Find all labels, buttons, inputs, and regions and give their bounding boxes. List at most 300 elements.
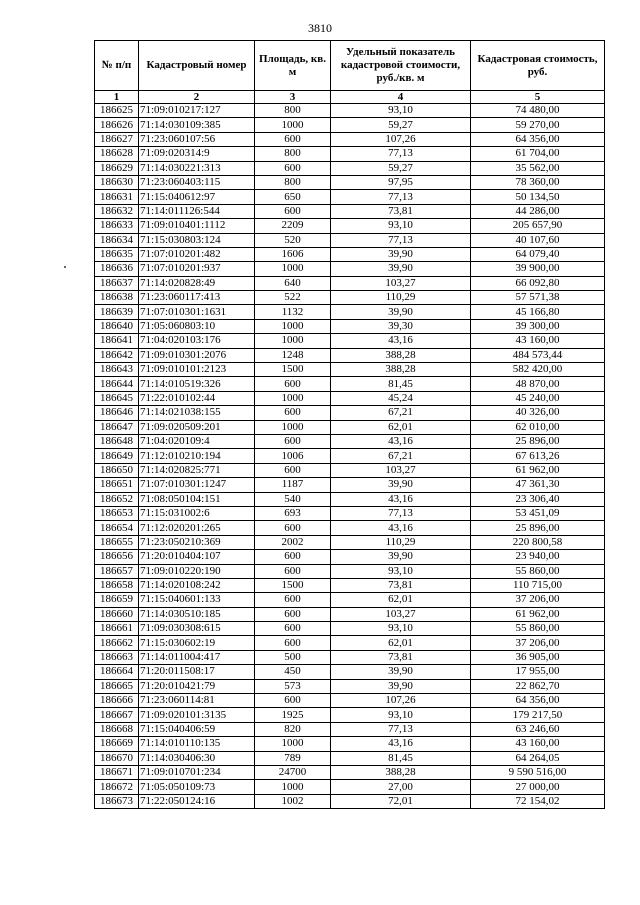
area-cell: 500 bbox=[255, 650, 331, 664]
value-cell: 37 206,00 bbox=[471, 636, 605, 650]
cadastral-number-cell: 71:15:040406:59 bbox=[139, 722, 255, 736]
cadastral-number-cell: 71:09:010101:2123 bbox=[139, 363, 255, 377]
cadastral-number-cell: 71:07:010201:482 bbox=[139, 247, 255, 261]
row-number-cell: 186658 bbox=[95, 578, 139, 592]
table-row bbox=[95, 247, 605, 261]
area-cell: 1002 bbox=[255, 794, 331, 808]
table-row bbox=[95, 521, 605, 535]
area-cell: 1000 bbox=[255, 420, 331, 434]
cadastral-number-cell: 71:23:060403:115 bbox=[139, 175, 255, 189]
row-number-cell: 186628 bbox=[95, 147, 139, 161]
area-cell: 1925 bbox=[255, 708, 331, 722]
header-cell: Кадастровый номер bbox=[139, 41, 255, 91]
value-cell: 62 010,00 bbox=[471, 420, 605, 434]
table-row bbox=[95, 463, 605, 477]
rate-cell: 93,10 bbox=[331, 104, 471, 118]
row-number-cell: 186661 bbox=[95, 622, 139, 636]
row-number-cell: 186654 bbox=[95, 521, 139, 535]
rate-cell: 77,13 bbox=[331, 722, 471, 736]
area-cell: 600 bbox=[255, 204, 331, 218]
table-row bbox=[95, 219, 605, 233]
area-cell: 600 bbox=[255, 622, 331, 636]
value-cell: 48 870,00 bbox=[471, 377, 605, 391]
row-number-cell: 186664 bbox=[95, 665, 139, 679]
value-cell: 40 326,00 bbox=[471, 406, 605, 420]
value-cell: 61 962,00 bbox=[471, 607, 605, 621]
table-row bbox=[95, 420, 605, 434]
cadastral-number-cell: 71:23:060107:56 bbox=[139, 132, 255, 146]
area-cell: 600 bbox=[255, 550, 331, 564]
cadastral-number-cell: 71:14:020828:49 bbox=[139, 276, 255, 290]
table-row bbox=[95, 478, 605, 492]
cadastral-number-cell: 71:22:050124:16 bbox=[139, 794, 255, 808]
rate-cell: 59,27 bbox=[331, 161, 471, 175]
rate-cell: 388,28 bbox=[331, 363, 471, 377]
rate-cell: 45,24 bbox=[331, 391, 471, 405]
rate-cell: 43,16 bbox=[331, 334, 471, 348]
rate-cell: 73,81 bbox=[331, 578, 471, 592]
cadastral-number-cell: 71:14:020825:771 bbox=[139, 463, 255, 477]
row-number-cell: 186644 bbox=[95, 377, 139, 391]
rate-cell: 72,01 bbox=[331, 794, 471, 808]
area-cell: 650 bbox=[255, 190, 331, 204]
area-cell: 600 bbox=[255, 694, 331, 708]
row-number-cell: 186670 bbox=[95, 751, 139, 765]
column-index-cell: 3 bbox=[255, 91, 331, 104]
rate-cell: 39,90 bbox=[331, 305, 471, 319]
cadastral-number-cell: 71:14:011126:544 bbox=[139, 204, 255, 218]
cadastral-number-cell: 71:09:010701:234 bbox=[139, 765, 255, 779]
area-cell: 820 bbox=[255, 722, 331, 736]
row-number-cell: 186666 bbox=[95, 694, 139, 708]
rate-cell: 81,45 bbox=[331, 751, 471, 765]
rate-cell: 77,13 bbox=[331, 190, 471, 204]
row-number-cell: 186638 bbox=[95, 291, 139, 305]
rate-cell: 110,29 bbox=[331, 291, 471, 305]
value-cell: 45 166,80 bbox=[471, 305, 605, 319]
row-number-cell: 186640 bbox=[95, 319, 139, 333]
value-cell: 35 562,00 bbox=[471, 161, 605, 175]
cadastral-number-cell: 71:14:030221:313 bbox=[139, 161, 255, 175]
row-number-cell: 186653 bbox=[95, 506, 139, 520]
rate-cell: 43,16 bbox=[331, 492, 471, 506]
cadastral-number-cell: 71:15:031002:6 bbox=[139, 506, 255, 520]
area-cell: 600 bbox=[255, 607, 331, 621]
rate-cell: 93,10 bbox=[331, 219, 471, 233]
cadastral-number-cell: 71:09:010220:190 bbox=[139, 564, 255, 578]
area-cell: 2002 bbox=[255, 535, 331, 549]
table-row bbox=[95, 175, 605, 189]
value-cell: 44 286,00 bbox=[471, 204, 605, 218]
table-row bbox=[95, 104, 605, 118]
row-number-cell: 186631 bbox=[95, 190, 139, 204]
row-number-cell: 186648 bbox=[95, 434, 139, 448]
table-row bbox=[95, 204, 605, 218]
cadastral-number-cell: 71:04:020109:4 bbox=[139, 434, 255, 448]
rate-cell: 93,10 bbox=[331, 708, 471, 722]
cadastral-number-cell: 71:12:010210:194 bbox=[139, 449, 255, 463]
area-cell: 522 bbox=[255, 291, 331, 305]
header-cell: Кадастровая стоимость, руб. bbox=[471, 41, 605, 91]
rate-cell: 43,16 bbox=[331, 737, 471, 751]
cadastral-number-cell: 71:22:010102:44 bbox=[139, 391, 255, 405]
rate-cell: 62,01 bbox=[331, 636, 471, 650]
table-row bbox=[95, 708, 605, 722]
cadastral-number-cell: 71:07:010301:1631 bbox=[139, 305, 255, 319]
value-cell: 205 657,90 bbox=[471, 219, 605, 233]
table-row bbox=[95, 190, 605, 204]
cadastral-number-cell: 71:14:030109:385 bbox=[139, 118, 255, 132]
table-row bbox=[95, 765, 605, 779]
area-cell: 693 bbox=[255, 506, 331, 520]
area-cell: 789 bbox=[255, 751, 331, 765]
rate-cell: 62,01 bbox=[331, 420, 471, 434]
cadastral-number-cell: 71:15:030602:19 bbox=[139, 636, 255, 650]
value-cell: 25 896,00 bbox=[471, 521, 605, 535]
value-cell: 17 955,00 bbox=[471, 665, 605, 679]
table-row bbox=[95, 319, 605, 333]
table-row bbox=[95, 737, 605, 751]
table-row bbox=[95, 650, 605, 664]
row-number-cell: 186637 bbox=[95, 276, 139, 290]
row-number-cell: 186655 bbox=[95, 535, 139, 549]
rate-cell: 388,28 bbox=[331, 348, 471, 362]
rate-cell: 67,21 bbox=[331, 406, 471, 420]
row-number-cell: 186645 bbox=[95, 391, 139, 405]
area-cell: 800 bbox=[255, 104, 331, 118]
area-cell: 600 bbox=[255, 132, 331, 146]
area-cell: 1000 bbox=[255, 262, 331, 276]
area-cell: 573 bbox=[255, 679, 331, 693]
value-cell: 47 361,30 bbox=[471, 478, 605, 492]
row-number-cell: 186650 bbox=[95, 463, 139, 477]
area-cell: 1132 bbox=[255, 305, 331, 319]
table-row bbox=[95, 578, 605, 592]
area-cell: 1000 bbox=[255, 737, 331, 751]
cadastral-number-cell: 71:05:060803:10 bbox=[139, 319, 255, 333]
table-row bbox=[95, 564, 605, 578]
header-cell: Площадь, кв. м bbox=[255, 41, 331, 91]
table-row bbox=[95, 161, 605, 175]
row-number-cell: 186629 bbox=[95, 161, 139, 175]
row-number-cell: 186641 bbox=[95, 334, 139, 348]
cadastral-number-cell: 71:09:010401:1112 bbox=[139, 219, 255, 233]
value-cell: 64 356,00 bbox=[471, 132, 605, 146]
value-cell: 63 246,60 bbox=[471, 722, 605, 736]
area-cell: 1000 bbox=[255, 391, 331, 405]
cadastral-number-cell: 71:14:020108:242 bbox=[139, 578, 255, 592]
cadastral-number-cell: 71:07:010201:937 bbox=[139, 262, 255, 276]
area-cell: 600 bbox=[255, 521, 331, 535]
table-row bbox=[95, 118, 605, 132]
cadastral-number-cell: 71:20:010404:107 bbox=[139, 550, 255, 564]
value-cell: 37 206,00 bbox=[471, 593, 605, 607]
table-row bbox=[95, 506, 605, 520]
row-number-cell: 186635 bbox=[95, 247, 139, 261]
area-cell: 24700 bbox=[255, 765, 331, 779]
row-number-cell: 186643 bbox=[95, 363, 139, 377]
table-row bbox=[95, 132, 605, 146]
rate-cell: 110,29 bbox=[331, 535, 471, 549]
table-row bbox=[95, 665, 605, 679]
cadastral-number-cell: 71:14:030406:30 bbox=[139, 751, 255, 765]
table-row bbox=[95, 751, 605, 765]
value-cell: 67 613,26 bbox=[471, 449, 605, 463]
rate-cell: 43,16 bbox=[331, 434, 471, 448]
value-cell: 25 896,00 bbox=[471, 434, 605, 448]
column-index-cell: 1 bbox=[95, 91, 139, 104]
value-cell: 110 715,00 bbox=[471, 578, 605, 592]
cadastral-number-cell: 71:07:010301:1247 bbox=[139, 478, 255, 492]
value-cell: 39 900,00 bbox=[471, 262, 605, 276]
table-row bbox=[95, 334, 605, 348]
rate-cell: 39,90 bbox=[331, 262, 471, 276]
value-cell: 55 860,00 bbox=[471, 564, 605, 578]
column-index-cell: 4 bbox=[331, 91, 471, 104]
row-number-cell: 186659 bbox=[95, 593, 139, 607]
value-cell: 53 451,09 bbox=[471, 506, 605, 520]
row-number-cell: 186662 bbox=[95, 636, 139, 650]
value-cell: 23 940,00 bbox=[471, 550, 605, 564]
table-row bbox=[95, 276, 605, 290]
rate-cell: 77,13 bbox=[331, 233, 471, 247]
row-number-cell: 186656 bbox=[95, 550, 139, 564]
table-row bbox=[95, 636, 605, 650]
cadastral-number-cell: 71:20:010421:79 bbox=[139, 679, 255, 693]
rate-cell: 39,30 bbox=[331, 319, 471, 333]
table-row bbox=[95, 233, 605, 247]
area-cell: 600 bbox=[255, 636, 331, 650]
row-number-cell: 186627 bbox=[95, 132, 139, 146]
value-cell: 57 571,38 bbox=[471, 291, 605, 305]
area-cell: 1006 bbox=[255, 449, 331, 463]
area-cell: 1000 bbox=[255, 334, 331, 348]
row-number-cell: 186634 bbox=[95, 233, 139, 247]
rate-cell: 97,95 bbox=[331, 175, 471, 189]
rate-cell: 39,90 bbox=[331, 478, 471, 492]
row-number-cell: 186649 bbox=[95, 449, 139, 463]
value-cell: 220 800,58 bbox=[471, 535, 605, 549]
row-number-cell: 186630 bbox=[95, 175, 139, 189]
row-number-cell: 186633 bbox=[95, 219, 139, 233]
value-cell: 74 480,00 bbox=[471, 104, 605, 118]
header-cell: № п/п bbox=[95, 41, 139, 91]
table-row bbox=[95, 147, 605, 161]
value-cell: 66 092,80 bbox=[471, 276, 605, 290]
cadastral-number-cell: 71:05:050109:73 bbox=[139, 780, 255, 794]
value-cell: 484 573,44 bbox=[471, 348, 605, 362]
value-cell: 45 240,00 bbox=[471, 391, 605, 405]
table-row bbox=[95, 406, 605, 420]
value-cell: 22 862,70 bbox=[471, 679, 605, 693]
value-cell: 582 420,00 bbox=[471, 363, 605, 377]
table-row bbox=[95, 780, 605, 794]
row-number-cell: 186625 bbox=[95, 104, 139, 118]
cadastral-number-cell: 71:14:011004:417 bbox=[139, 650, 255, 664]
cadastral-number-cell: 71:04:020103:176 bbox=[139, 334, 255, 348]
rate-cell: 39,90 bbox=[331, 665, 471, 679]
cadastral-number-cell: 71:12:020201:265 bbox=[139, 521, 255, 535]
row-number-cell: 186651 bbox=[95, 478, 139, 492]
cadastral-number-cell: 71:23:050210:369 bbox=[139, 535, 255, 549]
cadastral-number-cell: 71:15:030803:124 bbox=[139, 233, 255, 247]
area-cell: 600 bbox=[255, 434, 331, 448]
value-cell: 72 154,02 bbox=[471, 794, 605, 808]
rate-cell: 39,90 bbox=[331, 247, 471, 261]
value-cell: 40 107,60 bbox=[471, 233, 605, 247]
table-body bbox=[95, 104, 605, 809]
table-row bbox=[95, 722, 605, 736]
rate-cell: 388,28 bbox=[331, 765, 471, 779]
cadastral-number-cell: 71:23:060114:81 bbox=[139, 694, 255, 708]
rate-cell: 73,81 bbox=[331, 204, 471, 218]
row-number-cell: 186667 bbox=[95, 708, 139, 722]
area-cell: 1000 bbox=[255, 319, 331, 333]
value-cell: 43 160,00 bbox=[471, 737, 605, 751]
area-cell: 600 bbox=[255, 463, 331, 477]
value-cell: 78 360,00 bbox=[471, 175, 605, 189]
cadastral-number-cell: 71:15:040601:133 bbox=[139, 593, 255, 607]
scan-dot bbox=[64, 266, 66, 268]
area-cell: 1248 bbox=[255, 348, 331, 362]
area-cell: 2209 bbox=[255, 219, 331, 233]
area-cell: 1187 bbox=[255, 478, 331, 492]
cadastral-number-cell: 71:09:010217:127 bbox=[139, 104, 255, 118]
area-cell: 800 bbox=[255, 147, 331, 161]
rate-cell: 107,26 bbox=[331, 694, 471, 708]
value-cell: 59 270,00 bbox=[471, 118, 605, 132]
area-cell: 540 bbox=[255, 492, 331, 506]
value-cell: 39 300,00 bbox=[471, 319, 605, 333]
cadastral-number-cell: 71:09:020314:9 bbox=[139, 147, 255, 161]
row-number-cell: 186672 bbox=[95, 780, 139, 794]
table-row bbox=[95, 679, 605, 693]
area-cell: 1500 bbox=[255, 363, 331, 377]
rate-cell: 77,13 bbox=[331, 506, 471, 520]
column-index-row bbox=[95, 91, 605, 104]
value-cell: 179 217,50 bbox=[471, 708, 605, 722]
table-row bbox=[95, 622, 605, 636]
value-cell: 64 356,00 bbox=[471, 694, 605, 708]
table-row bbox=[95, 794, 605, 808]
rate-cell: 43,16 bbox=[331, 521, 471, 535]
area-cell: 600 bbox=[255, 161, 331, 175]
table-row bbox=[95, 377, 605, 391]
rate-cell: 77,13 bbox=[331, 147, 471, 161]
cadastral-number-cell: 71:15:040612:97 bbox=[139, 190, 255, 204]
cadastral-number-cell: 71:14:010519:326 bbox=[139, 377, 255, 391]
table-row bbox=[95, 550, 605, 564]
area-cell: 1500 bbox=[255, 578, 331, 592]
row-number-cell: 186660 bbox=[95, 607, 139, 621]
row-number-cell: 186626 bbox=[95, 118, 139, 132]
value-cell: 36 905,00 bbox=[471, 650, 605, 664]
row-number-cell: 186642 bbox=[95, 348, 139, 362]
table-row bbox=[95, 607, 605, 621]
rate-cell: 62,01 bbox=[331, 593, 471, 607]
rate-cell: 59,27 bbox=[331, 118, 471, 132]
area-cell: 600 bbox=[255, 406, 331, 420]
row-number-cell: 186636 bbox=[95, 262, 139, 276]
value-cell: 50 134,50 bbox=[471, 190, 605, 204]
cadastral-number-cell: 71:08:050104:151 bbox=[139, 492, 255, 506]
area-cell: 600 bbox=[255, 593, 331, 607]
value-cell: 64 264,05 bbox=[471, 751, 605, 765]
row-number-cell: 186663 bbox=[95, 650, 139, 664]
cadastral-number-cell: 71:09:030308:615 bbox=[139, 622, 255, 636]
rate-cell: 39,90 bbox=[331, 679, 471, 693]
table-row bbox=[95, 434, 605, 448]
value-cell: 27 000,00 bbox=[471, 780, 605, 794]
row-number-cell: 186665 bbox=[95, 679, 139, 693]
table-row bbox=[95, 391, 605, 405]
rate-cell: 93,10 bbox=[331, 564, 471, 578]
cadastral-number-cell: 71:20:011508:17 bbox=[139, 665, 255, 679]
table-row bbox=[95, 694, 605, 708]
area-cell: 1000 bbox=[255, 780, 331, 794]
value-cell: 64 079,40 bbox=[471, 247, 605, 261]
value-cell: 61 962,00 bbox=[471, 463, 605, 477]
column-index-cell: 2 bbox=[139, 91, 255, 104]
rate-cell: 27,00 bbox=[331, 780, 471, 794]
cadastral-number-cell: 71:09:020509:201 bbox=[139, 420, 255, 434]
row-number-cell: 186671 bbox=[95, 765, 139, 779]
area-cell: 1606 bbox=[255, 247, 331, 261]
table-row bbox=[95, 262, 605, 276]
area-cell: 520 bbox=[255, 233, 331, 247]
header-row bbox=[95, 41, 605, 91]
rate-cell: 107,26 bbox=[331, 132, 471, 146]
rate-cell: 103,27 bbox=[331, 607, 471, 621]
table-row bbox=[95, 348, 605, 362]
page-number: 3810 bbox=[308, 21, 332, 35]
row-number-cell: 186669 bbox=[95, 737, 139, 751]
cadastral-number-cell: 71:14:010110:135 bbox=[139, 737, 255, 751]
row-number-cell: 186657 bbox=[95, 564, 139, 578]
cadastral-number-cell: 71:14:021038:155 bbox=[139, 406, 255, 420]
row-number-cell: 186646 bbox=[95, 406, 139, 420]
row-number-cell: 186632 bbox=[95, 204, 139, 218]
row-number-cell: 186673 bbox=[95, 794, 139, 808]
table-row bbox=[95, 291, 605, 305]
table-row bbox=[95, 305, 605, 319]
area-cell: 640 bbox=[255, 276, 331, 290]
row-number-cell: 186647 bbox=[95, 420, 139, 434]
rate-cell: 73,81 bbox=[331, 650, 471, 664]
rate-cell: 81,45 bbox=[331, 377, 471, 391]
column-index-cell: 5 bbox=[471, 91, 605, 104]
value-cell: 55 860,00 bbox=[471, 622, 605, 636]
cadastral-table bbox=[94, 40, 605, 809]
cadastral-number-cell: 71:09:020101:3135 bbox=[139, 708, 255, 722]
area-cell: 1000 bbox=[255, 118, 331, 132]
row-number-cell: 186639 bbox=[95, 305, 139, 319]
value-cell: 43 160,00 bbox=[471, 334, 605, 348]
cadastral-number-cell: 71:14:030510:185 bbox=[139, 607, 255, 621]
rate-cell: 103,27 bbox=[331, 463, 471, 477]
cadastral-number-cell: 71:23:060117:413 bbox=[139, 291, 255, 305]
area-cell: 600 bbox=[255, 564, 331, 578]
table-row bbox=[95, 449, 605, 463]
rate-cell: 39,90 bbox=[331, 550, 471, 564]
row-number-cell: 186652 bbox=[95, 492, 139, 506]
value-cell: 23 306,40 bbox=[471, 492, 605, 506]
header-cell: Удельный показатель кадастровой стоимости, руб./кв. м bbox=[331, 41, 471, 91]
area-cell: 600 bbox=[255, 377, 331, 391]
row-number-cell: 186668 bbox=[95, 722, 139, 736]
value-cell: 61 704,00 bbox=[471, 147, 605, 161]
area-cell: 800 bbox=[255, 175, 331, 189]
